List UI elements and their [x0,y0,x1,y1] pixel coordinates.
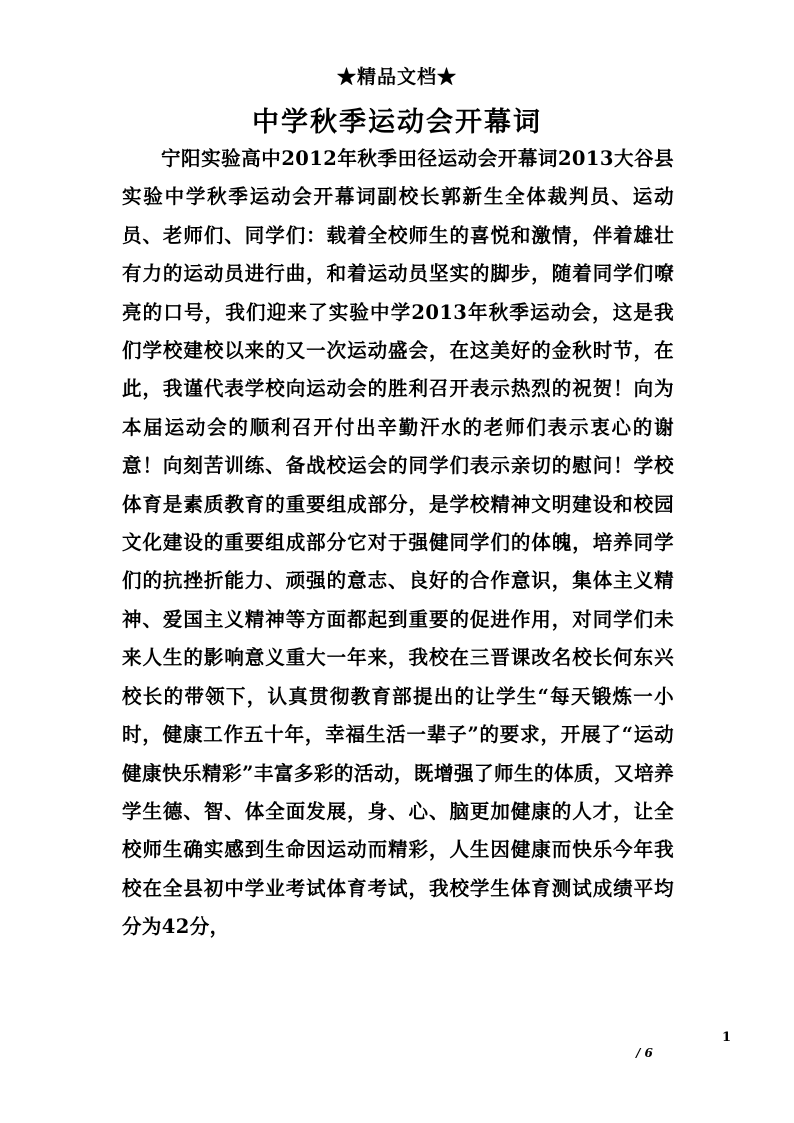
page-total: / 6 [636,1046,653,1060]
page-number: 1 [722,1030,732,1045]
document-title: 中学秋季运动会开幕词 [252,107,542,138]
header-mark: ★精品文档★ [336,66,457,88]
body-paragraph: 宁阳实验高中2012年秋季田径运动会开幕词2013大谷县实验中学秋季运动会开幕词副校长郭新生全体裁判员、运动员、老师们、同学们：载着全校师生的喜悦和激情，伴着雄壮有力的运动员进行曲，和着运动员坚实的脚步，随着同学们嘹亮的口号，我们迎来了实验中学2013年秋季运动会，这是我们学校建校以来的又一次运动盛会，在这美好的金秋时节，在此，我谨代表学校向运动会的胜利召开表示热烈的祝贺！向为本届运动会的顺利召开付出辛勤汗水的老师们表示衷心的谢意！向刻苦训练、备战校运会的同学们表示亲切的慰问！学校体育是素质教育的重要组成部分，是学校精神文明建设和校园文化建设的重要组成部分它对于强健同学们的体魄，培养同学们的抗挫折能力、顽强的意志、良好的合作意识，集体主义精神、爱国主义精神等方面都起到重要的促进作用，对同学们未来人生的影响意义重大一年来，我校在三晋课改名校长何东兴校长的带领下，认真贯彻教育部提出的让学生“每天锻炼一小时，健康工作五十年，幸福生活一辈子”的要求，开展了“运动健康快乐精彩”丰富多彩的活动，既增强了师生的体质，又培养学生德、智、体全面发展，身、心、脑更加健康的人才，让全校师生确实感到生命因运动而精彩，人生因健康而快乐今年我校在全县初中学业考试体育考试，我校学生体育测试成绩平均分为42分， [122,147,674,939]
